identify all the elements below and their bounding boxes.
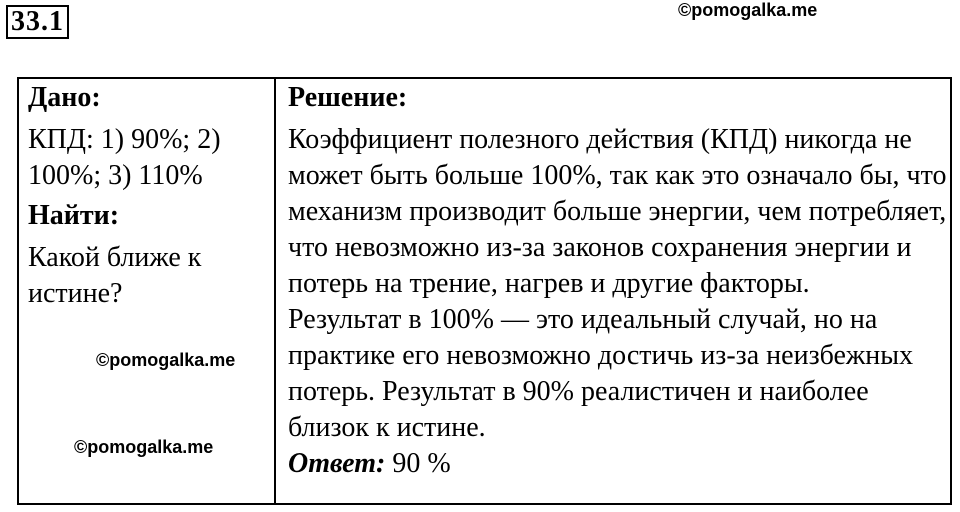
given-text: КПД: 1) 90%; 2) 100%; 3) 110%: [28, 124, 221, 191]
solution-paragraph-1: Коэффициент полезного действия (КПД) никогда не может быть больше 100%, так как это означало бы, что механизм производит больше энергии, чем потребляет, что невозможно из-за законов сохранения энергии и потерь на трение, нагрев и другие факторы.: [288, 124, 947, 299]
watermark-left-1: ©pomogalka.me: [96, 350, 236, 370]
watermark-left-2: ©pomogalka.me: [74, 437, 214, 457]
answer-line: [288, 446, 948, 482]
solution-heading: Решение:: [288, 82, 408, 113]
solution-column: [288, 80, 948, 482]
answer-label: Ответ:: [288, 448, 386, 479]
find-heading: Найти:: [28, 200, 120, 231]
find-text: Какой ближе к истине?: [28, 242, 202, 309]
task-number: 33.1: [6, 5, 69, 39]
solution-paragraph-2: Результат в 100% — это идеальный случай, но на практике его невозможно достичь из-за неизбежных потерь. Результат в 90% реалистичен и наиболее близок к истине.: [288, 304, 914, 443]
column-divider: [274, 77, 276, 505]
answer-value: 90 %: [385, 448, 451, 479]
given-heading: Дано:: [28, 82, 101, 113]
watermark-top: ©pomogalka.me: [678, 0, 818, 20]
given-column: [28, 80, 268, 312]
